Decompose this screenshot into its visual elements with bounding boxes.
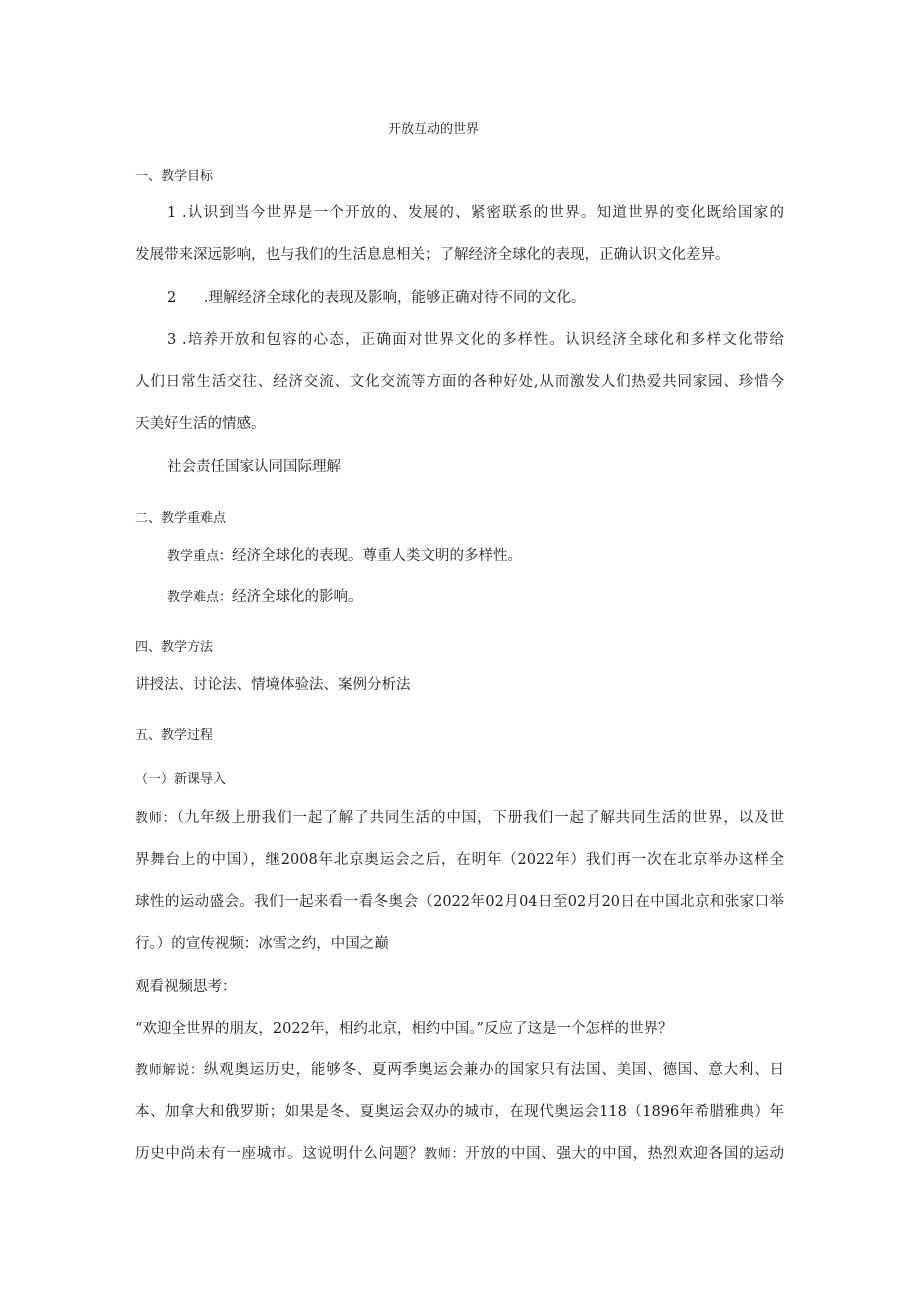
intro-line-1: 教师：（九年级上册我们一起了解了共同生活的中国，下册我们一起了解共同生活的世界，以及世 xyxy=(135,810,784,826)
teacher-explain-label: 教师解说： xyxy=(135,1063,204,1078)
section-heading-objectives: 一、教学目标 xyxy=(135,169,214,184)
goal-1-line-2: 发展带来深远影响，也与我们的生活息息相关；了解经济全球化的表现，正确认识文化差异。 xyxy=(135,247,730,263)
section-heading-process: 五、教学过程 xyxy=(135,728,214,743)
explain-line-3: 历史中尚未有一座城市。这说明什么问题？教师：开放的中国、强大的中国，热烈欢迎各国的运动 xyxy=(135,1146,785,1162)
core-literacy: 社会责任国家认同国际理解 xyxy=(167,459,341,475)
goal-1-line-1: 1 .认识到当今世界是一个开放的、发展的、紧密联系的世界。知道世界的变化既给国家的 xyxy=(167,205,784,221)
goal-3-line-2: 人们日常生活交往、经济交流、文化交流等方面的各种好处,从而激发人们热爱共同家园、珍惜今 xyxy=(135,374,784,390)
goal-3-line-3: 天美好生活的情感。 xyxy=(135,416,266,432)
teacher-label-2: 教师： xyxy=(424,1147,466,1162)
explain-line-1: 教师解说：纵观奥运历史，能够冬、夏两季奥运会兼办的国家只有法国、美国、德国、意大利、日 xyxy=(135,1062,784,1078)
intro-line-4: 行。）的宣传视频：冰雪之约，中国之巅 xyxy=(135,936,389,952)
difficulty-label: 教学难点： xyxy=(167,590,233,605)
difficulty-row xyxy=(167,585,363,606)
section-heading-methods: 四、教学方法 xyxy=(135,640,214,655)
explain-line-2: 本、加拿大和俄罗斯；如果是冬、夏奥运会双办的城市，在现代奥运会118（1896年希腊雅典）年 xyxy=(135,1104,784,1120)
video-question: “欢迎全世界的朋友，2022年，相约北京，相约中国。”反应了这是一个怎样的世界？ xyxy=(135,1021,673,1037)
teaching-methods: 讲授法、讨论法、情境体验法、案例分析法 xyxy=(135,677,411,693)
watch-prompt: 观看视频思考： xyxy=(135,979,237,995)
subsection-heading-intro: （一）新课导入 xyxy=(135,772,227,787)
difficulty-text: 经济全球化的影响。 xyxy=(232,589,363,605)
key-point-text: 经济全球化的表现。尊重人类文明的多样性。 xyxy=(232,548,523,564)
teacher-label: 教师： xyxy=(135,811,177,826)
intro-line-2: 界舞台上的中国），继2008年北京奥运会之后，在明年（2022年）我们再一次在北京举办这样全 xyxy=(135,852,784,868)
section-heading-key-points: 二、教学重难点 xyxy=(135,511,227,526)
key-point-row xyxy=(167,544,522,565)
document-title: 开放互动的世界 xyxy=(388,122,480,137)
intro-line-3: 球性的运动盛会。我们一起来看一看冬奥会（2022年02月04日至02月20日在中国北京和张家口举 xyxy=(135,894,784,910)
key-point-label: 教学重点： xyxy=(167,549,233,564)
goal-3-line-1: 3 .培养开放和包容的心态，正确面对世界文化的多样性。认识经济全球化和多样文化带给 xyxy=(167,332,784,348)
goal-2: 2 .理解经济全球化的表现及影响，能够正确对待不同的文化。 xyxy=(167,290,586,306)
